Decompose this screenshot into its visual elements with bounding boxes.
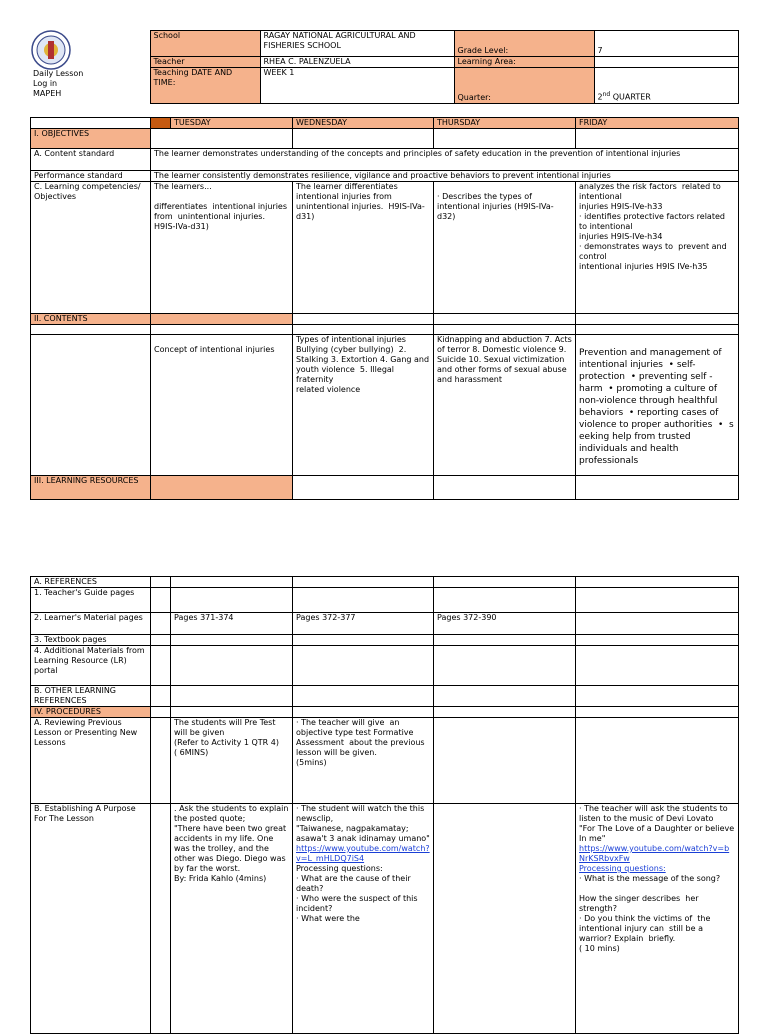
day-tuesday: TUESDAY xyxy=(171,118,293,129)
newsclip-link[interactable]: https://www.youtube.com/watch?v=L_mHLDQ7iS4 xyxy=(296,844,430,863)
teacher-value: RHEA C. PALENZUELA xyxy=(260,57,454,68)
learning-area-label: Learning Area: xyxy=(454,57,594,68)
contents-tuesday: Concept of intentional injuries xyxy=(151,335,293,476)
purpose-friday-intro: · The teacher will ask the students to listen to the music of Devi Lovato "For The Love of a Daughter or believe In me" xyxy=(579,804,735,843)
school-value: RAGAY NATIONAL AGRICULTURAL AND FISHERIES SCHOOL xyxy=(260,31,454,57)
purpose-friday xyxy=(576,804,739,1034)
textbook-pages-label: 3. Textbook pages xyxy=(31,635,151,646)
quarter-label: Quarter: xyxy=(454,68,594,104)
quarter-value: 2nd QUARTER xyxy=(594,68,738,104)
learners-material-label: 2. Learner's Material pages xyxy=(31,613,151,635)
day-thursday: THURSDAY xyxy=(434,118,576,129)
school-label: School xyxy=(150,31,260,57)
contents-wednesday: Types of intentional injuries Bullying (cyber bullying) 2. Stalking 3. Extortion 4. Gang and youth violence 5. Illegal fraternity related violence xyxy=(293,335,434,476)
teachers-guide-label: 1. Teacher's Guide pages xyxy=(31,588,151,613)
reviewing-wednesday: · The teacher will give an objective type test Formative Assessment about the previous lesson will be given. (5mins) xyxy=(293,718,434,804)
other-references-label: B. OTHER LEARNING REFERENCES xyxy=(31,686,151,707)
lm-pages-tuesday: Pages 371-374 xyxy=(171,613,293,635)
reviewing-tuesday: The students will Pre Test will be given (Refer to Activity 1 QTR 4) ( 6MINS) xyxy=(171,718,293,804)
contents-thursday: Kidnapping and abduction 7. Acts of terror 8. Domestic violence 9. Suicide 10. Sexual victimization and other forms of sexual abuse and harassment xyxy=(434,335,576,476)
purpose-wednesday-questions: Processing questions: · What are the cause of their death? · Who were the suspect of this incident? · What were the xyxy=(296,864,418,923)
references-heading: A. REFERENCES xyxy=(31,577,151,588)
song-link[interactable]: https://www.youtube.com/watch?v=bNrKSRbvxFw xyxy=(579,844,730,863)
grade-level-value: 7 xyxy=(594,31,738,57)
day-wednesday: WEDNESDAY xyxy=(293,118,434,129)
lesson-table-bottom xyxy=(30,576,739,1034)
reviewing-lesson-label: A. Reviewing Previous Lesson or Presenting New Lessons xyxy=(31,718,151,804)
content-standard-label: A. Content standard xyxy=(31,149,151,171)
establishing-purpose-label: B. Establishing A Purpose For The Lesson xyxy=(31,804,151,1034)
competencies-label: C. Learning competencies/ Objectives xyxy=(31,182,151,314)
day-friday: FRIDAY xyxy=(576,118,739,129)
competencies-thursday: · Describes the types of intentional injuries (H9IS-IVa-d32) xyxy=(434,182,576,314)
lm-pages-thursday: Pages 372-390 xyxy=(434,613,576,635)
competencies-wednesday: The learner differentiates intentional injuries from unintentional injuries. H9IS-IVa-d31) xyxy=(293,182,434,314)
processing-questions-link[interactable]: Processing questions: xyxy=(579,864,666,873)
grade-level-label: Grade Level: xyxy=(454,31,594,57)
contents-heading: II. CONTENTS xyxy=(31,314,151,325)
performance-standard-label: Performance standard xyxy=(31,171,151,182)
procedures-heading: IV. PROCEDURES xyxy=(31,707,151,718)
competencies-friday: analyzes the risk factors related to intentional injuries H9IS-IVe-h33 · identifies protective factors related to intentional injuries H9IS-IVe-h34 · demonstrates ways to prevent and control intentional injuries H9IS IVe-h35 xyxy=(576,182,739,314)
teacher-label: Teacher xyxy=(150,57,260,68)
teaching-date-value: WEEK 1 xyxy=(260,68,454,104)
performance-standard-text: The learner consistently demonstrates resilience, vigilance and proactive behaviors to prevent intentional injuries xyxy=(151,171,739,182)
lm-pages-wednesday: Pages 372-377 xyxy=(293,613,434,635)
daily-lesson-log-title: Daily Lesson Log in MAPEH xyxy=(33,68,84,98)
lesson-table-top xyxy=(30,117,739,500)
objectives-heading: I. OBJECTIVES xyxy=(31,129,151,149)
teaching-date-label: Teaching DATE AND TIME: xyxy=(150,68,260,104)
learning-resources-heading: III. LEARNING RESOURCES xyxy=(31,476,151,500)
purpose-tuesday: . Ask the students to explain the posted quote; "There have been two great accidents in my life. One was the trolley, and the other was Diego. Diego was by far the worst. By: Frida Kahlo (4mins) xyxy=(171,804,293,1034)
content-standard-text: The learner demonstrates understanding of the concepts and principles of safety education in the prevention of intentional injuries xyxy=(151,149,739,171)
additional-materials-label: 4. Additional Materials from Learning Resource (LR) portal xyxy=(31,646,151,686)
contents-friday: Prevention and management of intentional injuries • self-protection • preventing self - harm • promoting a culture of non-violence through healthful behaviors • reporting cases of violence to proper authorities • s eeking help from trusted individuals and health professionals xyxy=(576,335,739,476)
purpose-wednesday xyxy=(293,804,434,1034)
header-table xyxy=(30,30,739,104)
purpose-wednesday-intro: · The student will watch the this newsclip, "Taiwanese, nagpakamatay; asawa't 3 anak idinamay umano" xyxy=(296,804,430,843)
competencies-tuesday: The learners... differentiates intentional injuries from unintentional injuries. H9IS-IVa-d31) xyxy=(151,182,293,314)
purpose-friday-questions: · What is the message of the song? How the singer describes her strength? · Do you think the victims of the intentional injury can still be a warrior? Explain briefly. ( 10 mins) xyxy=(579,874,721,953)
learning-area-value xyxy=(594,57,738,68)
